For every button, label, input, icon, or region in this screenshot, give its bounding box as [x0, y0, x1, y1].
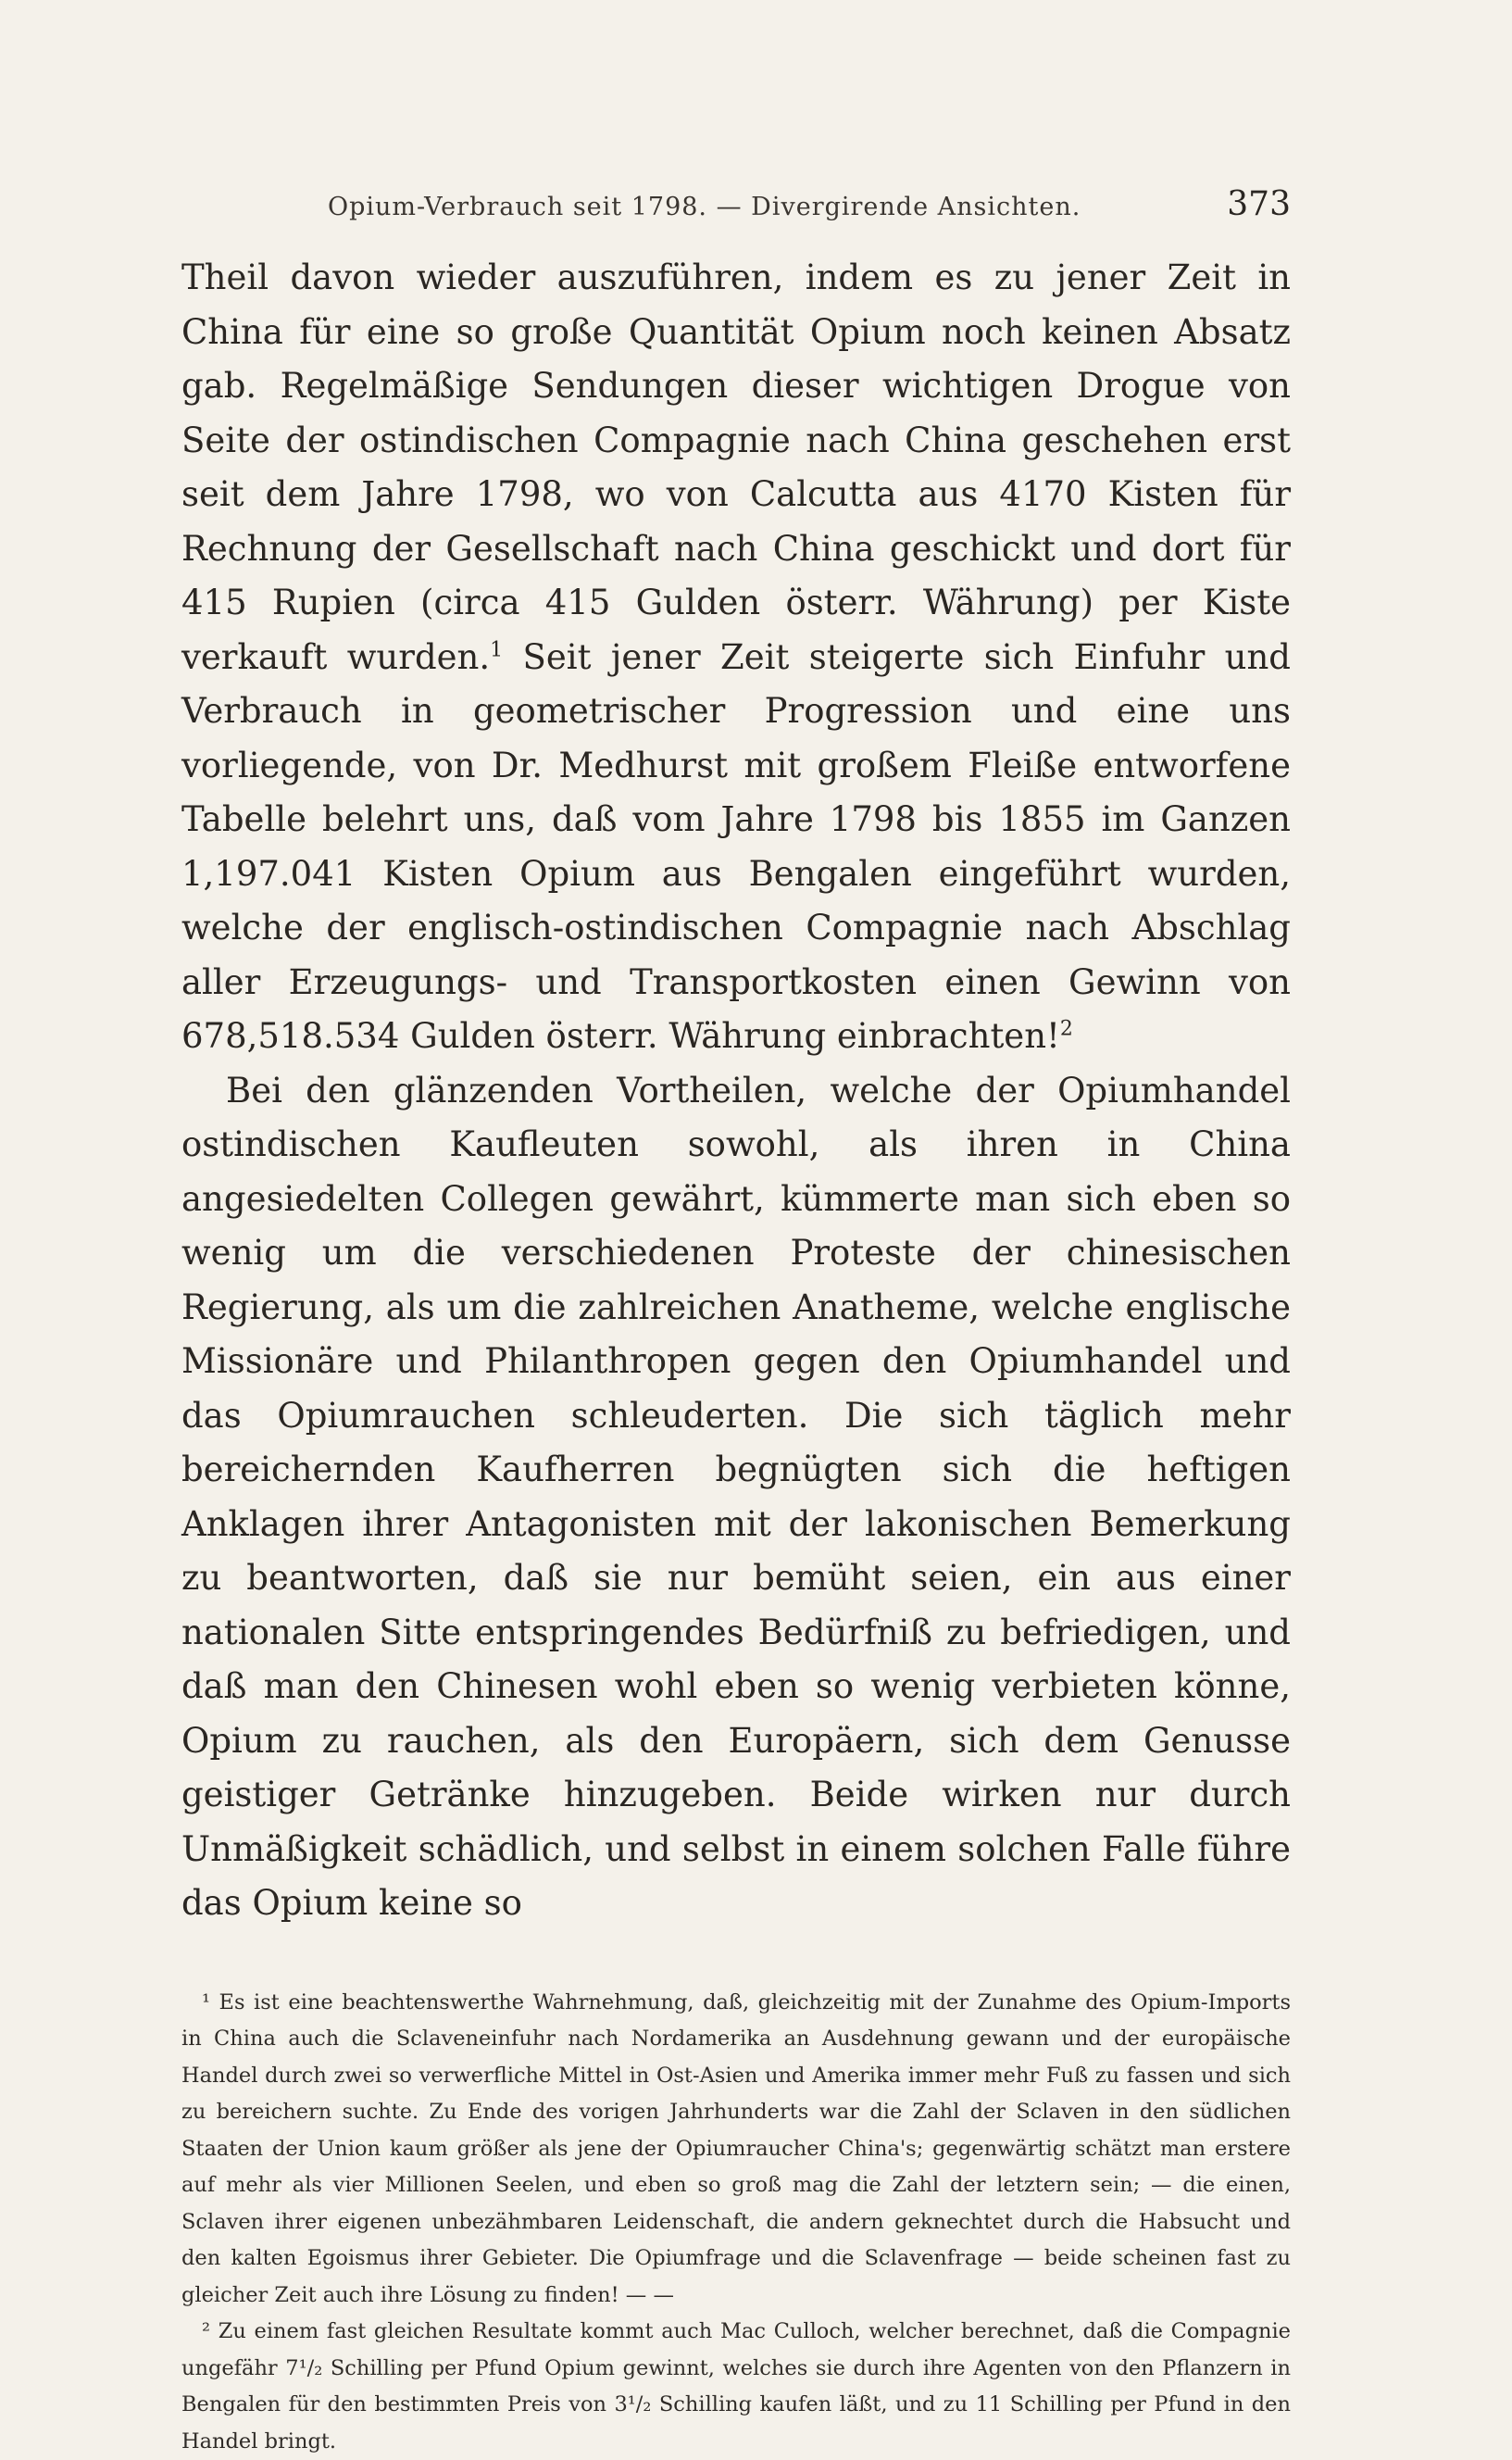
page-number: 373	[1227, 185, 1291, 223]
footnote-1: ¹ Es ist eine beachtenswerthe Wahrnehmung, daß, gleichzeitig mit der Zunahme des Opium-Imports in China auch die Sclaveneinfuhr nach Nordamerika an Ausdehnung gewann und der europäische Handel durch zwei so verwerfliche Mittel in Ost-Asien und Amerika immer mehr Fuß zu fassen und sich zu bereichern suchte. Zu Ende des vorigen Jahrhunderts war die Zahl der Sclaven in den südlichen Staaten der Union kaum größer als jene der Opiumraucher China's; gegenwärtig schätzt man erstere auf mehr als vier Millionen Seelen, und eben so groß mag die Zahl der letztern sein; — die einen, Sclaven ihrer eigenen unbezähmbaren Leidenschaft, die andern geknechtet durch die Habsucht und den kalten Egoismus ihrer Gebieter. Die Opiumfrage und die Sclavenfrage — beide scheinen fast zu gleicher Zeit auch ihre Lösung zu finden! — —	[181, 1985, 1291, 2315]
body-text	[181, 251, 1291, 1931]
running-title: Opium-Verbrauch seit 1798. — Divergirende Ansichten.	[181, 193, 1227, 221]
footnote-ref-1: 1	[490, 638, 503, 661]
paragraph-1-text: Theil davon wieder auszuführen, indem es zu jener Zeit in China für eine so große Quantität Opium noch keinen Absatz gab. Regelmäßige Sendungen dieser wichtigen Drogue von Seite der ostindischen Compagnie nach China geschehen erst seit dem Jahre 1798, wo von Calcutta aus 4170 Kisten für Rechnung der Gesellschaft nach China geschickt und dort für 415 Rupien (circa 415 Gulden österr. Währung) per Kiste verkauft wurden.	[181, 257, 1291, 677]
paragraph-1	[181, 251, 1291, 1064]
paragraph-2: Bei den glänzenden Vortheilen, welche der Opiumhandel ostindischen Kaufleuten sowohl, als ihren in China angesiedelten Collegen gewährt, kümmerte man sich eben so wenig um die verschiedenen Proteste der chinesischen Regierung, als um die zahlreichen Anatheme, welche englische Missionäre und Philanthropen gegen den Opiumhandel und das Opiumrauchen schleuderten. Die sich täglich mehr bereichernden Kaufherren begnügten sich die heftigen Anklagen ihrer Antagonisten mit der lakonischen Bemerkung zu beantworten, daß sie nur bemüht seien, ein aus einer nationalen Sitte entspringendes Bedürfniß zu befriedigen, und daß man den Chinesen wohl eben so wenig verbieten könne, Opium zu rauchen, als den Europäern, sich dem Genusse geistiger Getränke hinzugeben. Beide wirken nur durch Unmäßigkeit schädlich, und selbst in einem solchen Falle führe das Opium keine so	[181, 1064, 1291, 1931]
page-header	[181, 185, 1291, 223]
book-page	[181, 185, 1291, 2460]
paragraph-1-continued: Seit jener Zeit steigerte sich Einfuhr und Verbrauch in geometrischer Progression und eine uns vorliegende, von Dr. Medhurst mit großem Fleiße entworfene Tabelle belehrt uns, daß vom Jahre 1798 bis 1855 im Ganzen 1,197.041 Kisten Opium aus Bengalen eingeführt wurden, welche der englisch-ostindischen Compagnie nach Abschlag aller Erzeugungs- und Transportkosten einen Gewinn von 678,518.534 Gulden österr. Währung einbrachten!	[181, 637, 1291, 1057]
footnotes	[181, 1985, 1291, 2460]
footnote-ref-2: 2	[1060, 1018, 1073, 1041]
footnote-2: ² Zu einem fast gleichen Resultate kommt auch Mac Culloch, welcher berechnet, daß die Compagnie ungefähr 7¹/₂ Schilling per Pfund Opium gewinnt, welches sie durch ihre Agenten von den Pflanzern in Bengalen für den bestimmten Preis von 3¹/₂ Schilling kaufen läßt, und zu 11 Schilling per Pfund in den Handel bringt.	[181, 2314, 1291, 2460]
